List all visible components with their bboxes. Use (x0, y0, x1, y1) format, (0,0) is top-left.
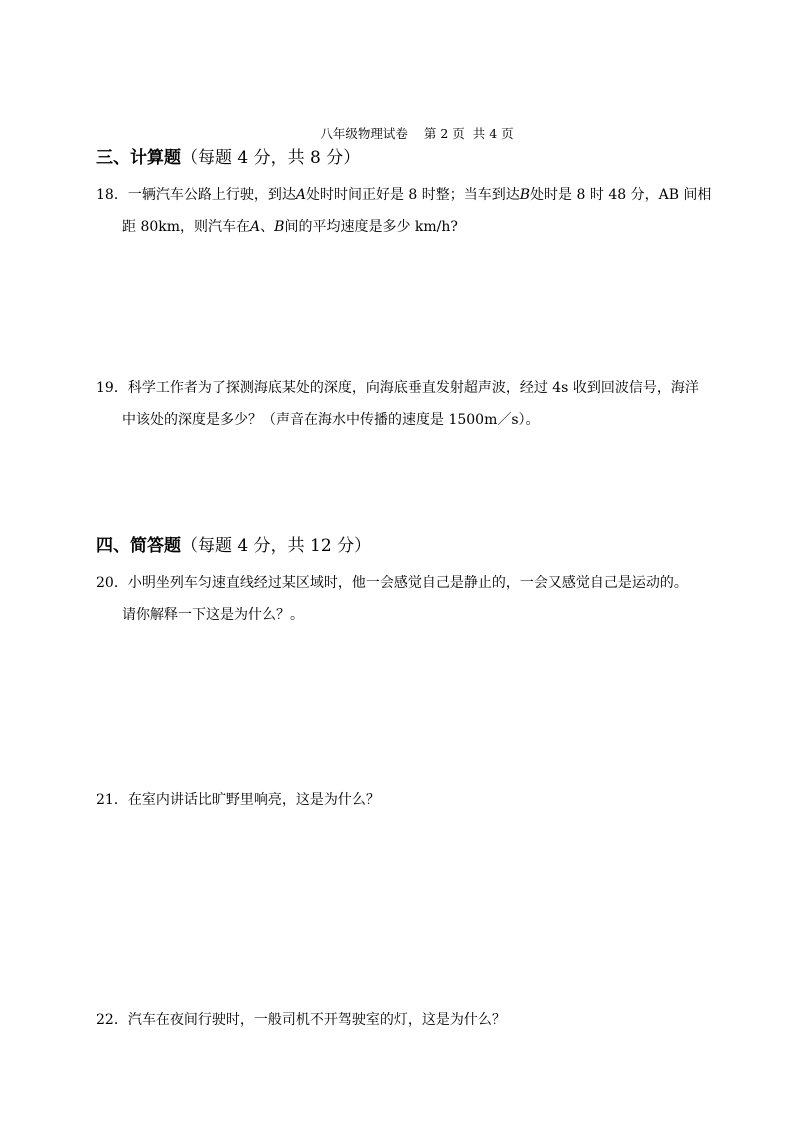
page-header (0, 126, 794, 142)
question-continuation: 请你解释一下这是为什么？。 (122, 607, 304, 623)
question-number: 20． (96, 575, 128, 591)
section-calculation-heading (96, 147, 360, 169)
question-number: 19． (96, 380, 128, 396)
section-title: 三、计算题 (96, 148, 181, 168)
question-number: 22． (96, 1012, 128, 1028)
question-text: 处时时间正好是 8 时整；当车到达 (305, 187, 520, 203)
variable-b: B (274, 219, 285, 235)
section-title: 四、简答题 (96, 536, 181, 556)
question-text: 科学工作者为了探测海底某处的深度，向海底垂直发射超声波，经过 4s 收到回波信号，海洋 (127, 380, 699, 396)
section-short-answer-heading (96, 535, 371, 557)
section-score-note: （每题 4 分，共 8 分） (181, 148, 361, 168)
question-text: 处时是 8 时 48 分，AB 间相 (530, 187, 712, 203)
question-number: 21． (96, 792, 128, 808)
separator: 、 (260, 219, 275, 235)
question-text: 一辆汽车公路上行驶，到达 (127, 187, 296, 203)
question-text: 汽车在夜间行驶时，一般司机不开驾驶室的灯，这是为什么？ (127, 1012, 506, 1028)
variable-b: B (519, 187, 531, 203)
page-total: 共 4 页 (472, 126, 514, 141)
question-21 (96, 790, 716, 810)
question-20 (96, 573, 716, 625)
exam-title: 八年级物理试卷 (320, 126, 408, 141)
question-text: 在室内讲话比旷野里响亮，这是为什么？ (127, 792, 380, 808)
question-text: 距 80km，则汽车在 (122, 219, 251, 235)
question-number: 18． (96, 187, 128, 203)
question-continuation (96, 217, 716, 237)
variable-a: A (295, 187, 306, 203)
question-22 (96, 1010, 716, 1030)
question-19 (96, 378, 716, 430)
question-continuation: 中该处的深度是多少？（声音在海水中传播的速度是 1500m／s）。 (122, 412, 540, 428)
question-text: 间的平均速度是多少 km/h? (284, 219, 458, 235)
question-18 (96, 185, 716, 237)
section-score-note: （每题 4 分，共 12 分） (181, 536, 372, 556)
variable-a: A (250, 219, 261, 235)
question-text: 小明坐列车匀速直线经过某区域时，他一会感觉自己是静止的，一会又感觉自己是运动的。 (127, 575, 688, 591)
page-number: 第 2 页 (423, 126, 465, 141)
